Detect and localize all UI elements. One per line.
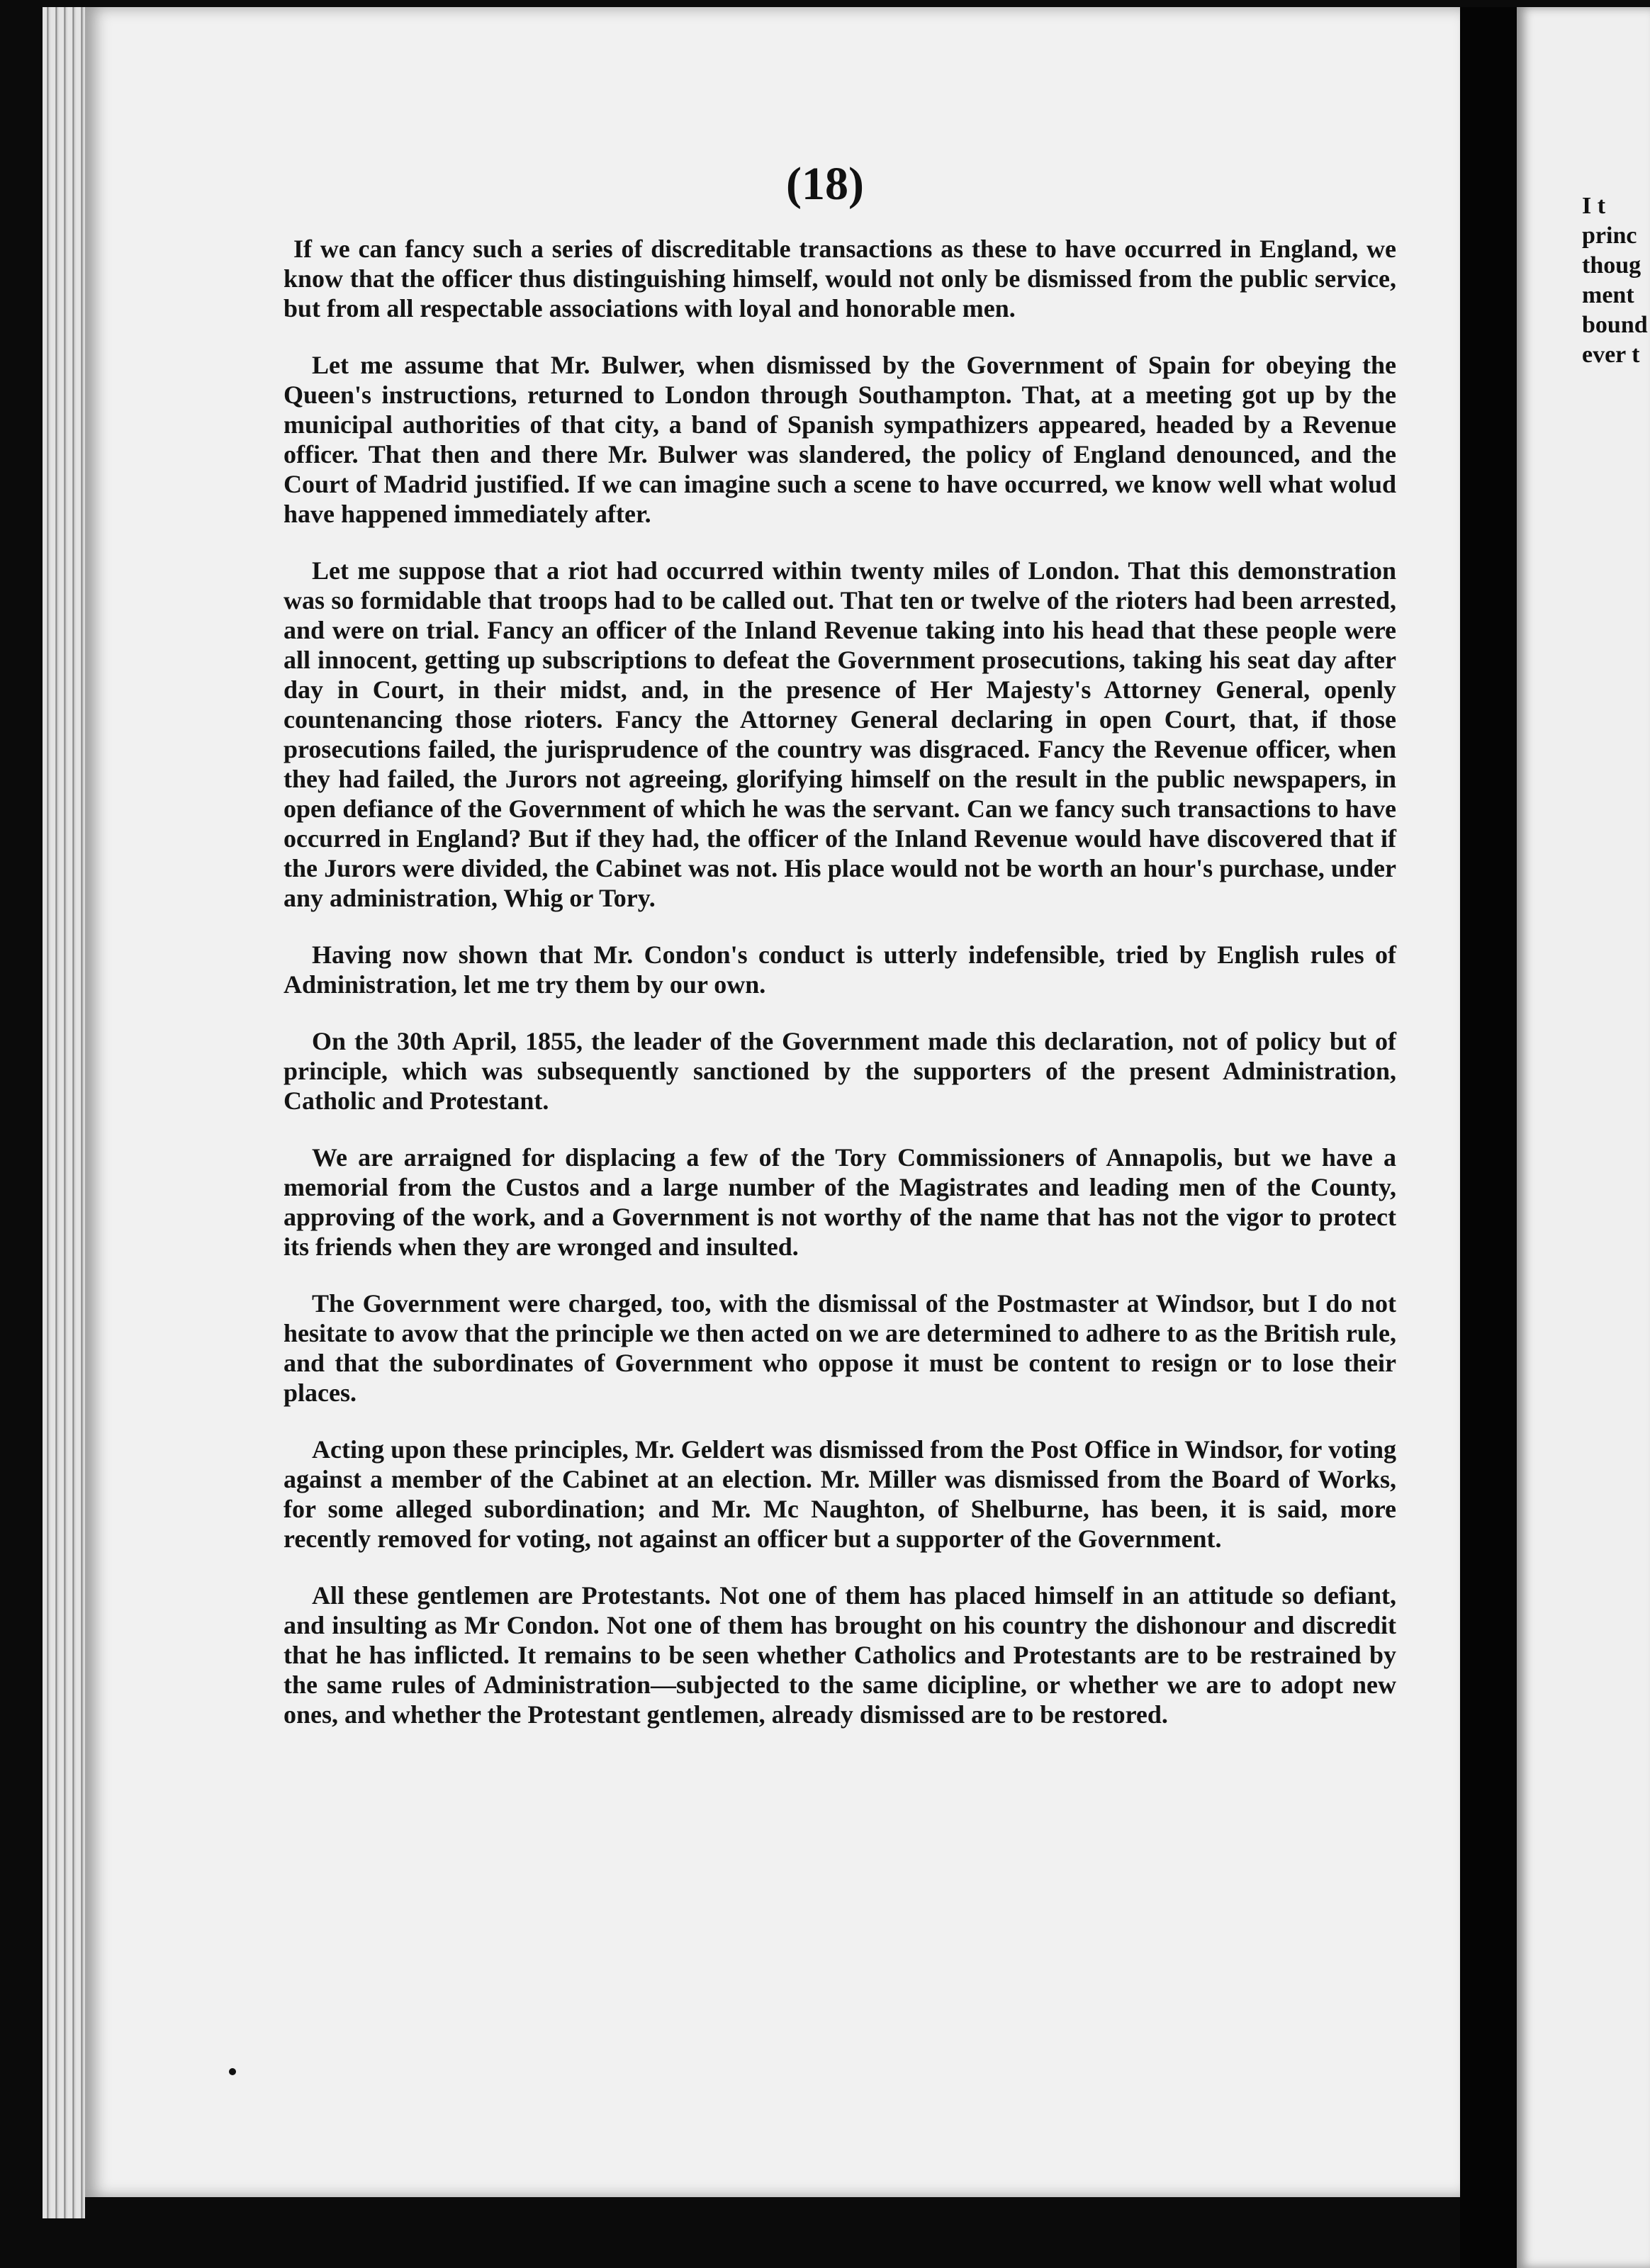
paragraph: We are arraigned for displacing a few of the Tory Commissioners of Annapolis, but we have a memorial from the Custos and a large number of the Magistrates and leading men of the County, approving of the work, and a Government is not worthy of the name that has not the vigor to protect its friends when they are wronged and insulted.	[284, 1143, 1396, 1261]
facing-page-line: princ	[1582, 223, 1637, 249]
document-body	[284, 234, 1396, 1756]
paragraph: Let me suppose that a riot had occurred within twenty miles of London. That this demonstration was so formidable that troops had to be called out. That ten or twelve of the rioters had been arrested, and were on trial. Fancy an officer of the Inland Revenue taking into his head that these people were all innocent, getting up subscriptions to defeat the Government prosecutions, taking his seat day after day in Court, in their midst, and, in the presence of Her Majesty's Attorney General, openly countenancing those rioters. Fancy the Attorney General declaring in open Court, that, if those prosecutions failed, the jurisprudence of the country was disgraced. Fancy the Revenue officer, when they had failed, the Jurors not agreeing, glorifying himself on the result in the public newspapers, in open defiance of the Government of which he was the servant. Can we fancy such transactions to have occurred in England? But if they had, the officer of the Inland Revenue would have discovered that if the Jurors were divided, the Cabinet was not. His place would not be worth an hour's purchase, under any administration, Whig or Tory.	[284, 556, 1396, 912]
paragraph: Let me assume that Mr. Bulwer, when dismissed by the Government of Spain for obeying the Queen's instructions, returned to London through Southampton. That, at a meeting got up by the municipal authorities of that city, a band of Spanish sympathizers appeared, headed by a Revenue officer. That then and there Mr. Bulwer was slandered, the policy of England denounced, and the Court of Madrid justified. If we can imagine such a scene to have occurred, we know well what wolud have happened immediately after.	[284, 351, 1396, 528]
facing-page-line: thoug	[1582, 252, 1641, 279]
paragraph: If we can fancy such a series of discreditable transactions as these to have occurred in England, we know that the officer thus distinguishing himself, would not only be dismissed from the public service, but from all respectable associations with loyal and honorable men.	[284, 235, 1396, 322]
facing-page-line: ever t	[1582, 342, 1640, 368]
paragraph: The Government were charged, too, with the dismissal of the Postmaster at Windsor, but I do not hesitate to avow that the principle we then acted on we are determined to adhere to as the British rule, and that the subordinates of Government who oppose it must be content to resign or to lose their places.	[284, 1289, 1396, 1407]
paragraph: Having now shown that Mr. Condon's conduct is utterly indefensible, tried by English rules of Administration, let me try them by our own.	[284, 941, 1396, 999]
paragraph: On the 30th April, 1855, the leader of the Government made this declaration, not of policy but of principle, which was subsequently sanctioned by the supporters of the present Administration, Catholic and Protestant.	[284, 1027, 1396, 1115]
paragraph: All these gentlemen are Protestants. Not one of them has placed himself in an attitude so defiant, and insulting as Mr Condon. Not one of them has brought on his country the dishonour and discredit that he has inflicted. It remains to be seen whether Catholics and Protestants are to be restrained by the same rules of Administration—subjected to the same dicipline, or whether we are to adopt new ones, and whether the Protestant gentlemen, already dismissed are to be restored.	[284, 1581, 1396, 1729]
ink-speck	[229, 2068, 236, 2075]
facing-page-text	[1582, 191, 1650, 370]
page-number: (18)	[786, 158, 864, 210]
paragraph: Acting upon these principles, Mr. Geldert was dismissed from the Post Office in Windsor, for voting against a member of the Cabinet at an election. Mr. Miller was dismissed from the Board of Works, for some alleged subordination; and Mr. Mc Naughton, of Shelburne, has been, it is said, more recently removed for voting, not against an officer but a supporter of the Government.	[284, 1435, 1396, 1553]
page-bottom-shadow	[85, 2197, 1460, 2268]
facing-page-line: bound	[1582, 312, 1648, 338]
facing-page-line: I t	[1582, 193, 1606, 219]
book-gutter	[1460, 7, 1517, 2268]
facing-page-line: ment	[1582, 282, 1634, 308]
